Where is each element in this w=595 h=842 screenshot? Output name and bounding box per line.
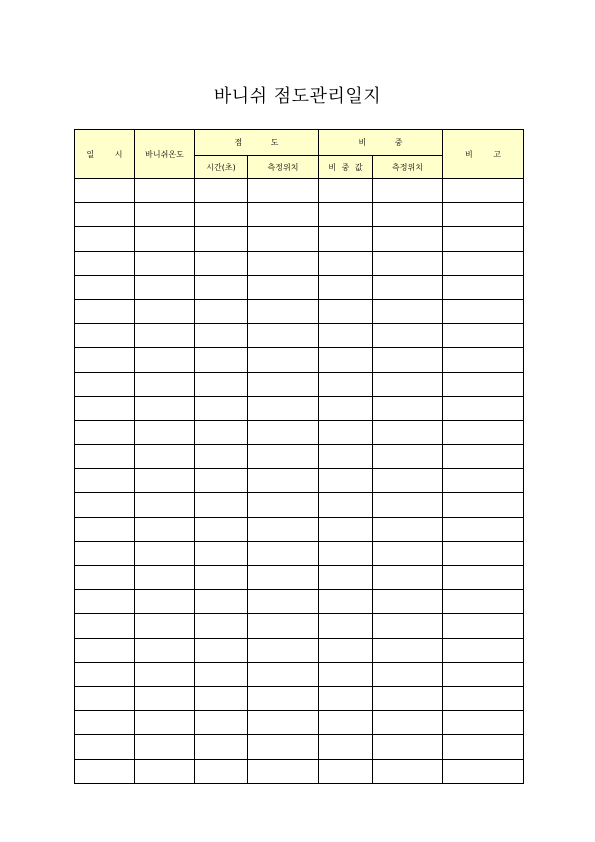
cell-remarks bbox=[443, 541, 524, 565]
cell-remarks bbox=[443, 299, 524, 323]
cell-remarks bbox=[443, 566, 524, 590]
table-row bbox=[75, 203, 524, 227]
cell-varnish-temp bbox=[135, 179, 195, 203]
cell-viscosity-location bbox=[248, 686, 319, 710]
cell-remarks bbox=[443, 372, 524, 396]
cell-viscosity-location bbox=[248, 614, 319, 638]
cell-viscosity-time bbox=[195, 735, 248, 759]
cell-viscosity-location bbox=[248, 324, 319, 348]
cell-viscosity-time bbox=[195, 420, 248, 444]
table-row bbox=[75, 735, 524, 759]
cell-sg-location bbox=[373, 348, 443, 372]
cell-sg-value bbox=[319, 711, 373, 735]
cell-sg-location bbox=[373, 541, 443, 565]
cell-remarks bbox=[443, 662, 524, 686]
cell-varnish-temp bbox=[135, 493, 195, 517]
cell-remarks bbox=[443, 759, 524, 783]
table-row bbox=[75, 348, 524, 372]
cell-sg-location bbox=[373, 662, 443, 686]
cell-sg-value bbox=[319, 227, 373, 251]
cell-varnish-temp bbox=[135, 638, 195, 662]
cell-viscosity-time bbox=[195, 686, 248, 710]
cell-viscosity-time bbox=[195, 517, 248, 541]
cell-datetime bbox=[75, 711, 135, 735]
cell-remarks bbox=[443, 590, 524, 614]
cell-varnish-temp bbox=[135, 541, 195, 565]
cell-viscosity-location bbox=[248, 493, 319, 517]
cell-remarks bbox=[443, 420, 524, 444]
table-row bbox=[75, 469, 524, 493]
cell-remarks bbox=[443, 469, 524, 493]
table-row bbox=[75, 420, 524, 444]
table-row bbox=[75, 324, 524, 348]
cell-viscosity-time bbox=[195, 227, 248, 251]
header-viscosity: 점 도 bbox=[195, 130, 319, 156]
table-row bbox=[75, 275, 524, 299]
table-row bbox=[75, 445, 524, 469]
table-row bbox=[75, 179, 524, 203]
cell-sg-value bbox=[319, 614, 373, 638]
cell-datetime bbox=[75, 662, 135, 686]
cell-sg-value bbox=[319, 493, 373, 517]
cell-viscosity-location bbox=[248, 541, 319, 565]
cell-sg-value bbox=[319, 324, 373, 348]
cell-viscosity-location bbox=[248, 420, 319, 444]
cell-sg-value bbox=[319, 735, 373, 759]
cell-varnish-temp bbox=[135, 711, 195, 735]
cell-viscosity-time bbox=[195, 711, 248, 735]
cell-viscosity-time bbox=[195, 275, 248, 299]
table-row bbox=[75, 590, 524, 614]
cell-sg-location bbox=[373, 566, 443, 590]
cell-viscosity-location bbox=[248, 299, 319, 323]
cell-sg-value bbox=[319, 590, 373, 614]
cell-viscosity-location bbox=[248, 735, 319, 759]
cell-viscosity-time bbox=[195, 348, 248, 372]
cell-datetime bbox=[75, 445, 135, 469]
cell-viscosity-location bbox=[248, 711, 319, 735]
cell-sg-location bbox=[373, 420, 443, 444]
cell-viscosity-time bbox=[195, 445, 248, 469]
cell-viscosity-time bbox=[195, 541, 248, 565]
cell-sg-location bbox=[373, 251, 443, 275]
cell-viscosity-location bbox=[248, 445, 319, 469]
table-body bbox=[75, 179, 524, 784]
cell-viscosity-location bbox=[248, 662, 319, 686]
cell-datetime bbox=[75, 493, 135, 517]
table-row bbox=[75, 686, 524, 710]
cell-remarks bbox=[443, 324, 524, 348]
cell-sg-location bbox=[373, 638, 443, 662]
cell-viscosity-time bbox=[195, 324, 248, 348]
cell-varnish-temp bbox=[135, 251, 195, 275]
cell-datetime bbox=[75, 566, 135, 590]
cell-sg-location bbox=[373, 590, 443, 614]
cell-varnish-temp bbox=[135, 517, 195, 541]
table-row bbox=[75, 638, 524, 662]
cell-sg-value bbox=[319, 348, 373, 372]
cell-remarks bbox=[443, 711, 524, 735]
cell-datetime bbox=[75, 203, 135, 227]
cell-varnish-temp bbox=[135, 469, 195, 493]
table-row bbox=[75, 227, 524, 251]
cell-viscosity-time bbox=[195, 251, 248, 275]
cell-viscosity-time bbox=[195, 493, 248, 517]
cell-viscosity-time bbox=[195, 614, 248, 638]
header-remarks: 비 고 bbox=[443, 130, 524, 179]
cell-datetime bbox=[75, 324, 135, 348]
cell-datetime bbox=[75, 348, 135, 372]
cell-sg-value bbox=[319, 179, 373, 203]
header-viscosity-location: 측정위치 bbox=[248, 156, 319, 179]
cell-remarks bbox=[443, 735, 524, 759]
table-row bbox=[75, 493, 524, 517]
cell-varnish-temp bbox=[135, 614, 195, 638]
cell-datetime bbox=[75, 638, 135, 662]
cell-varnish-temp bbox=[135, 203, 195, 227]
header-sg-location: 측정위치 bbox=[373, 156, 443, 179]
cell-datetime bbox=[75, 227, 135, 251]
cell-datetime bbox=[75, 275, 135, 299]
cell-viscosity-location bbox=[248, 251, 319, 275]
cell-sg-value bbox=[319, 299, 373, 323]
cell-sg-value bbox=[319, 372, 373, 396]
cell-sg-location bbox=[373, 517, 443, 541]
cell-viscosity-time bbox=[195, 566, 248, 590]
cell-sg-location bbox=[373, 275, 443, 299]
cell-viscosity-location bbox=[248, 372, 319, 396]
cell-sg-value bbox=[319, 517, 373, 541]
cell-remarks bbox=[443, 686, 524, 710]
cell-remarks bbox=[443, 517, 524, 541]
cell-viscosity-time bbox=[195, 179, 248, 203]
cell-sg-location bbox=[373, 759, 443, 783]
cell-remarks bbox=[443, 445, 524, 469]
table-row bbox=[75, 299, 524, 323]
cell-viscosity-location bbox=[248, 396, 319, 420]
cell-datetime bbox=[75, 396, 135, 420]
cell-sg-location bbox=[373, 324, 443, 348]
cell-datetime bbox=[75, 614, 135, 638]
cell-datetime bbox=[75, 469, 135, 493]
cell-remarks bbox=[443, 179, 524, 203]
cell-sg-value bbox=[319, 686, 373, 710]
cell-varnish-temp bbox=[135, 299, 195, 323]
cell-sg-location bbox=[373, 614, 443, 638]
cell-sg-location bbox=[373, 686, 443, 710]
cell-datetime bbox=[75, 372, 135, 396]
cell-remarks bbox=[443, 348, 524, 372]
cell-sg-location bbox=[373, 711, 443, 735]
cell-varnish-temp bbox=[135, 759, 195, 783]
cell-viscosity-time bbox=[195, 203, 248, 227]
header-viscosity-time: 시간(초) bbox=[195, 156, 248, 179]
cell-viscosity-location bbox=[248, 227, 319, 251]
cell-sg-location bbox=[373, 179, 443, 203]
table-row bbox=[75, 759, 524, 783]
cell-datetime bbox=[75, 541, 135, 565]
cell-remarks bbox=[443, 275, 524, 299]
cell-sg-value bbox=[319, 759, 373, 783]
cell-sg-value bbox=[319, 469, 373, 493]
cell-varnish-temp bbox=[135, 662, 195, 686]
cell-sg-location bbox=[373, 735, 443, 759]
cell-sg-value bbox=[319, 566, 373, 590]
cell-viscosity-location bbox=[248, 759, 319, 783]
table-row bbox=[75, 251, 524, 275]
cell-datetime bbox=[75, 759, 135, 783]
cell-varnish-temp bbox=[135, 396, 195, 420]
cell-varnish-temp bbox=[135, 372, 195, 396]
cell-varnish-temp bbox=[135, 735, 195, 759]
cell-sg-location bbox=[373, 493, 443, 517]
cell-sg-value bbox=[319, 251, 373, 275]
header-sg-value: 비 중 값 bbox=[319, 156, 373, 179]
cell-viscosity-time bbox=[195, 759, 248, 783]
cell-sg-location bbox=[373, 396, 443, 420]
cell-viscosity-time bbox=[195, 396, 248, 420]
table-header bbox=[75, 130, 524, 179]
cell-remarks bbox=[443, 614, 524, 638]
cell-varnish-temp bbox=[135, 686, 195, 710]
cell-datetime bbox=[75, 735, 135, 759]
cell-sg-value bbox=[319, 275, 373, 299]
cell-remarks bbox=[443, 638, 524, 662]
cell-viscosity-location bbox=[248, 566, 319, 590]
cell-datetime bbox=[75, 179, 135, 203]
table-row bbox=[75, 711, 524, 735]
cell-viscosity-time bbox=[195, 590, 248, 614]
cell-viscosity-location bbox=[248, 179, 319, 203]
cell-viscosity-location bbox=[248, 348, 319, 372]
cell-remarks bbox=[443, 493, 524, 517]
cell-viscosity-time bbox=[195, 469, 248, 493]
cell-remarks bbox=[443, 203, 524, 227]
cell-remarks bbox=[443, 396, 524, 420]
cell-varnish-temp bbox=[135, 445, 195, 469]
header-varnish-temp: 바니쉬온도 bbox=[135, 130, 195, 179]
cell-varnish-temp bbox=[135, 348, 195, 372]
page-title: 바니쉬 점도관리일지 bbox=[213, 86, 382, 107]
cell-viscosity-location bbox=[248, 469, 319, 493]
cell-remarks bbox=[443, 251, 524, 275]
cell-sg-location bbox=[373, 203, 443, 227]
cell-varnish-temp bbox=[135, 420, 195, 444]
cell-varnish-temp bbox=[135, 275, 195, 299]
cell-viscosity-time bbox=[195, 299, 248, 323]
cell-viscosity-location bbox=[248, 203, 319, 227]
table-row bbox=[75, 517, 524, 541]
cell-remarks bbox=[443, 227, 524, 251]
cell-sg-location bbox=[373, 469, 443, 493]
cell-viscosity-location bbox=[248, 517, 319, 541]
table-row bbox=[75, 541, 524, 565]
cell-sg-value bbox=[319, 541, 373, 565]
cell-sg-value bbox=[319, 396, 373, 420]
table-row bbox=[75, 396, 524, 420]
cell-sg-value bbox=[319, 203, 373, 227]
table-row bbox=[75, 372, 524, 396]
cell-viscosity-time bbox=[195, 638, 248, 662]
cell-datetime bbox=[75, 517, 135, 541]
cell-varnish-temp bbox=[135, 227, 195, 251]
header-specific-gravity: 비 중 bbox=[319, 130, 443, 156]
cell-datetime bbox=[75, 251, 135, 275]
cell-sg-location bbox=[373, 372, 443, 396]
table-row bbox=[75, 566, 524, 590]
cell-sg-value bbox=[319, 445, 373, 469]
cell-sg-location bbox=[373, 227, 443, 251]
cell-viscosity-time bbox=[195, 662, 248, 686]
cell-datetime bbox=[75, 590, 135, 614]
cell-sg-value bbox=[319, 662, 373, 686]
cell-sg-location bbox=[373, 299, 443, 323]
cell-sg-location bbox=[373, 445, 443, 469]
cell-viscosity-location bbox=[248, 638, 319, 662]
cell-viscosity-time bbox=[195, 372, 248, 396]
cell-sg-value bbox=[319, 420, 373, 444]
cell-varnish-temp bbox=[135, 566, 195, 590]
cell-sg-value bbox=[319, 638, 373, 662]
table-row bbox=[75, 614, 524, 638]
cell-viscosity-location bbox=[248, 590, 319, 614]
cell-datetime bbox=[75, 420, 135, 444]
cell-varnish-temp bbox=[135, 590, 195, 614]
table-row bbox=[75, 662, 524, 686]
cell-varnish-temp bbox=[135, 324, 195, 348]
viscosity-log-table bbox=[74, 129, 524, 784]
header-datetime: 일 시 bbox=[75, 130, 135, 179]
cell-datetime bbox=[75, 299, 135, 323]
cell-datetime bbox=[75, 686, 135, 710]
cell-viscosity-location bbox=[248, 275, 319, 299]
